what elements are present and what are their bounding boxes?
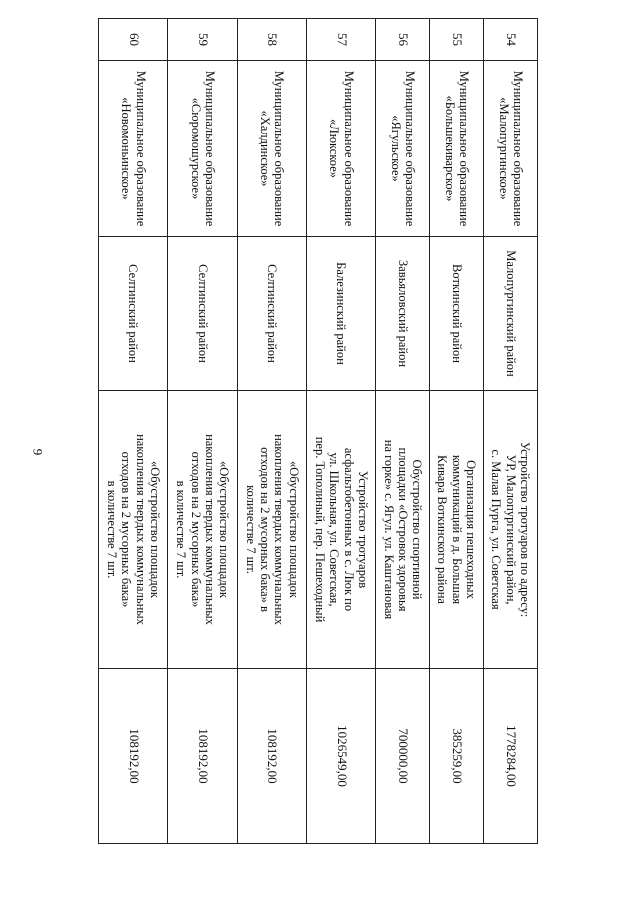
municipality-name: Муниципальное образование «Большекиварское» (430, 61, 484, 237)
row-number: 56 (376, 19, 430, 61)
district-name: Малопургинский район (484, 237, 538, 391)
row-number: 54 (484, 19, 538, 61)
municipality-name: Муниципальное образование «Ягульское» (376, 61, 430, 237)
row-number: 60 (99, 19, 168, 61)
table-row (307, 19, 376, 844)
district-name: Селтинский район (168, 237, 237, 391)
table-row (168, 19, 237, 844)
row-number: 58 (237, 19, 306, 61)
district-name: Завьяловский район (376, 237, 430, 391)
amount: 1026549,00 (307, 669, 376, 844)
project-description: «Обустройство площадок накопления твердых коммунальных отходов на 2 мусорных бака» в количестве 7 шт. (168, 391, 237, 669)
table-row (99, 19, 168, 844)
rotated-table-area (98, 18, 538, 843)
amount: 1778284,00 (484, 669, 538, 844)
municipality-name: Муниципальное образование «Сюромошурское» (168, 61, 237, 237)
subsidy-table (98, 18, 538, 844)
row-number: 57 (307, 19, 376, 61)
document-sheet (98, 18, 538, 843)
project-description: «Обустройство площадок накопления твердых коммунальных отходов на 2 мусорных бака» в количестве 7 шт. (237, 391, 306, 669)
municipality-name: Муниципальное образование «Новомоньинское» (99, 61, 168, 237)
amount: 108192,00 (168, 669, 237, 844)
amount: 108192,00 (99, 669, 168, 844)
table-row (484, 19, 538, 844)
table-row (430, 19, 484, 844)
amount: 700000,00 (376, 669, 430, 844)
amount: 385259,00 (430, 669, 484, 844)
project-description: Организация пешеходных коммуникаций в д. Большая Кивара Воткинского района (430, 391, 484, 669)
municipality-name: Муниципальное образование «Малопургинское» (484, 61, 538, 237)
table-row (237, 19, 306, 844)
table-row (376, 19, 430, 844)
project-description: Обустройство спортивной площадки «Островок здоровья на горке» с. Ягул. ул. Каштановая (376, 391, 430, 669)
municipality-name: Муниципальное образование «Халдинское» (237, 61, 306, 237)
project-description: Устройство тротуаров по адресу: УР, Малопургинский район, с. Малая Пурга, ул. Советская (484, 391, 538, 669)
page-number: 9 (30, 448, 46, 456)
row-number: 55 (430, 19, 484, 61)
project-description: Устройство тротуаров асфальтобетонных в с. Люк по ул. Школьная, ул. Советская, пер. Тополиный, пер. Пешеходный (307, 391, 376, 669)
municipality-name: Муниципальное образование «Люкское» (307, 61, 376, 237)
district-name: Селтинский район (237, 237, 306, 391)
project-description: «Обустройство площадок накопления твердых коммунальных отходов на 2 мусорных бака» в количестве 7 шт. (99, 391, 168, 669)
district-name: Селтинский район (99, 237, 168, 391)
amount: 108192,00 (237, 669, 306, 844)
district-name: Балезинский район (307, 237, 376, 391)
district-name: Воткинский район (430, 237, 484, 391)
row-number: 59 (168, 19, 237, 61)
